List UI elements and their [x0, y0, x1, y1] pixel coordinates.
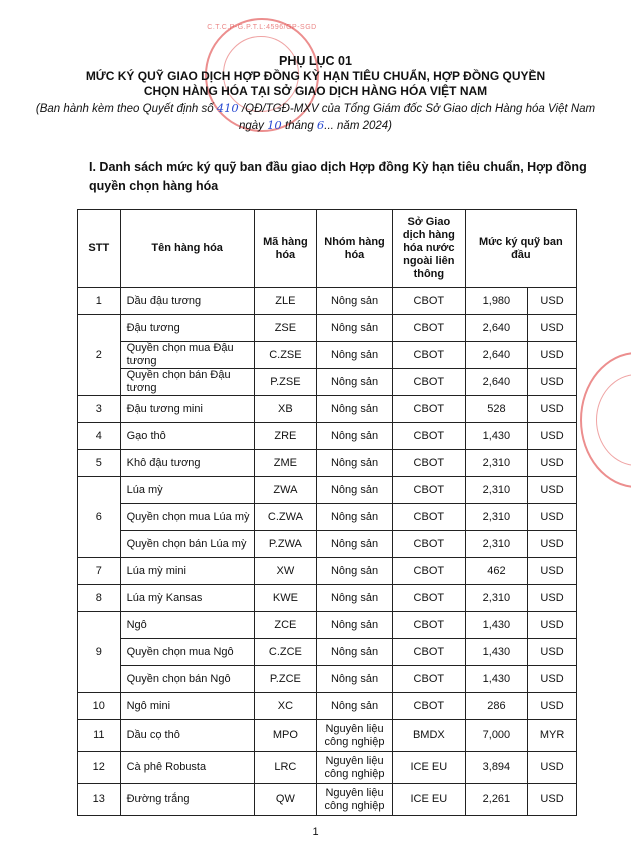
cell-exchange: CBOT — [392, 423, 465, 450]
cell-code: XB — [254, 396, 316, 423]
cell-currency: USD — [528, 396, 577, 423]
table-row — [78, 315, 577, 342]
cell-name: Dầu đậu tương — [120, 288, 254, 315]
cell-name: Quyền chọn mua Đậu tương — [120, 342, 254, 369]
table-row — [78, 612, 577, 639]
header-stt: STT — [78, 210, 121, 288]
table-row — [78, 369, 577, 396]
cell-group: Nông sản — [317, 315, 393, 342]
table-row — [78, 450, 577, 477]
header-exchange: Sở Giao dịch hàng hóa nước ngoài liên thông — [392, 210, 465, 288]
cell-group: Nông sản — [317, 342, 393, 369]
table-row — [78, 693, 577, 720]
cell-value: 2,640 — [465, 315, 527, 342]
cell-group: Nông sản — [317, 558, 393, 585]
cell-exchange: ICE EU — [392, 784, 465, 816]
cell-value: 2,261 — [465, 784, 527, 816]
cell-currency: USD — [528, 666, 577, 693]
cell-stt: 11 — [78, 720, 121, 752]
cell-code: ZSE — [254, 315, 316, 342]
cell-name: Đậu tương — [120, 315, 254, 342]
cell-currency: USD — [528, 784, 577, 816]
cell-code: ZWA — [254, 477, 316, 504]
cell-name: Quyền chọn bán Lúa mỳ — [120, 531, 254, 558]
cell-group: Nông sản — [317, 477, 393, 504]
header-code: Mã hàng hóa — [254, 210, 316, 288]
cell-currency: USD — [528, 693, 577, 720]
cell-stt: 3 — [78, 396, 121, 423]
cell-value: 1,430 — [465, 666, 527, 693]
cell-currency: USD — [528, 423, 577, 450]
cell-stt: 7 — [78, 558, 121, 585]
cell-code: P.ZSE — [254, 369, 316, 396]
cell-code: ZRE — [254, 423, 316, 450]
title-line-1: MỨC KÝ QUỸ GIAO DỊCH HỢP ĐỒNG KỲ HẠN TIÊU CHUẨN, HỢP ĐỒNG QUYỀN — [85, 69, 546, 83]
cell-group: Nguyên liệu công nghiệp — [317, 784, 393, 816]
header-margin: Mức ký quỹ ban đầu — [465, 210, 576, 288]
seal-inner-ring — [596, 374, 631, 466]
cell-value: 2,640 — [465, 369, 527, 396]
cell-name: Quyền chọn bán Ngô — [120, 666, 254, 693]
cell-value: 462 — [465, 558, 527, 585]
table-header-row — [78, 210, 577, 288]
cell-group: Nông sản — [317, 693, 393, 720]
document-header — [0, 54, 631, 133]
cell-code: C.ZSE — [254, 342, 316, 369]
table-row — [78, 558, 577, 585]
cell-code: KWE — [254, 585, 316, 612]
table-row — [78, 752, 577, 784]
cell-value: 1,430 — [465, 639, 527, 666]
cell-currency: USD — [528, 612, 577, 639]
cell-currency: USD — [528, 639, 577, 666]
cell-group: Nông sản — [317, 369, 393, 396]
issuance-date: ngày 10 tháng 6... năm 2024) — [238, 118, 393, 132]
table-body — [78, 288, 577, 816]
cell-value: 1,430 — [465, 423, 527, 450]
cell-value: 7,000 — [465, 720, 527, 752]
seal-ring-text: C.T.C.P-G.P.T.L:4596/GP-SGD — [207, 24, 317, 31]
cell-value: 1,430 — [465, 612, 527, 639]
cell-group: Nguyên liệu công nghiệp — [317, 720, 393, 752]
cell-code: XW — [254, 558, 316, 585]
cell-currency: USD — [528, 531, 577, 558]
cell-group: Nông sản — [317, 396, 393, 423]
cell-name: Quyền chọn mua Lúa mỳ — [120, 504, 254, 531]
cell-currency: USD — [528, 369, 577, 396]
cell-code: MPO — [254, 720, 316, 752]
cell-group: Nông sản — [317, 504, 393, 531]
cell-exchange: CBOT — [392, 477, 465, 504]
issuance-note: (Ban hành kèm theo Quyết định số 410 /QĐ/TGĐ-MXV của Tổng Giám đốc Sở Giao dịch Hàng hóa Việt Nam — [35, 101, 596, 115]
cell-currency: USD — [528, 558, 577, 585]
appendix-title: PHỤ LỤC 01 — [279, 54, 352, 68]
table-row — [78, 477, 577, 504]
table-row — [78, 720, 577, 752]
table-row — [78, 784, 577, 816]
section-title: I. Danh sách mức ký quỹ ban đầu giao dịch Hợp đồng Kỳ hạn tiêu chuẩn, Hợp đồng quyền chọn hàng hóa — [89, 160, 587, 193]
cell-code: XC — [254, 693, 316, 720]
cell-currency: USD — [528, 342, 577, 369]
cell-stt: 1 — [78, 288, 121, 315]
cell-name: Đậu tương mini — [120, 396, 254, 423]
cell-currency: USD — [528, 450, 577, 477]
table-row — [78, 288, 577, 315]
cell-stt: 10 — [78, 693, 121, 720]
table-row — [78, 585, 577, 612]
cell-group: Nông sản — [317, 666, 393, 693]
cell-code: P.ZCE — [254, 666, 316, 693]
cell-group: Nông sản — [317, 423, 393, 450]
cell-name: Lúa mỳ — [120, 477, 254, 504]
table-row — [78, 396, 577, 423]
cell-name: Lúa mỳ Kansas — [120, 585, 254, 612]
cell-stt: 6 — [78, 477, 121, 558]
cell-exchange: CBOT — [392, 342, 465, 369]
cell-value: 2,310 — [465, 477, 527, 504]
cell-exchange: CBOT — [392, 693, 465, 720]
cell-code: C.ZCE — [254, 639, 316, 666]
cell-name: Quyền chọn mua Ngô — [120, 639, 254, 666]
cell-code: QW — [254, 784, 316, 816]
cell-exchange: CBOT — [392, 288, 465, 315]
cell-stt: 2 — [78, 315, 121, 396]
cell-exchange: BMDX — [392, 720, 465, 752]
cell-group: Nông sản — [317, 612, 393, 639]
cell-value: 2,310 — [465, 585, 527, 612]
cell-name: Gạo thô — [120, 423, 254, 450]
header-name: Tên hàng hóa — [120, 210, 254, 288]
cell-value: 528 — [465, 396, 527, 423]
table-row — [78, 504, 577, 531]
cell-value: 2,310 — [465, 504, 527, 531]
cell-exchange: CBOT — [392, 504, 465, 531]
cell-name: Quyền chọn bán Đậu tương — [120, 369, 254, 396]
cell-currency: USD — [528, 477, 577, 504]
cell-exchange: CBOT — [392, 531, 465, 558]
cell-exchange: ICE EU — [392, 752, 465, 784]
cell-currency: USD — [528, 288, 577, 315]
cell-group: Nông sản — [317, 639, 393, 666]
cell-group: Nguyên liệu công nghiệp — [317, 752, 393, 784]
cell-exchange: CBOT — [392, 450, 465, 477]
cell-value: 3,894 — [465, 752, 527, 784]
cell-name: Ngô — [120, 612, 254, 639]
cell-value: 2,310 — [465, 450, 527, 477]
cell-group: Nông sản — [317, 585, 393, 612]
cell-exchange: CBOT — [392, 315, 465, 342]
decision-number: 410 — [216, 101, 239, 115]
table-row — [78, 531, 577, 558]
cell-name: Ngô mini — [120, 693, 254, 720]
cell-name: Khô đậu tương — [120, 450, 254, 477]
cell-code: ZCE — [254, 612, 316, 639]
cell-stt: 4 — [78, 423, 121, 450]
cell-stt: 13 — [78, 784, 121, 816]
date-day: 10 — [267, 118, 282, 132]
cell-group: Nông sản — [317, 531, 393, 558]
cell-stt: 5 — [78, 450, 121, 477]
header-group: Nhóm hàng hóa — [317, 210, 393, 288]
official-seal-right — [580, 352, 631, 488]
cell-code: ZLE — [254, 288, 316, 315]
cell-currency: MYR — [528, 720, 577, 752]
cell-exchange: CBOT — [392, 558, 465, 585]
cell-stt: 8 — [78, 585, 121, 612]
cell-code: ZME — [254, 450, 316, 477]
page-number: 1 — [312, 826, 319, 838]
table-row — [78, 639, 577, 666]
cell-value: 2,640 — [465, 342, 527, 369]
cell-exchange: CBOT — [392, 396, 465, 423]
cell-exchange: CBOT — [392, 666, 465, 693]
cell-currency: USD — [528, 315, 577, 342]
cell-name: Dầu cọ thô — [120, 720, 254, 752]
cell-code: P.ZWA — [254, 531, 316, 558]
cell-currency: USD — [528, 504, 577, 531]
title-line-2: CHỌN HÀNG HÓA TẠI SỞ GIAO DỊCH HÀNG HÓA VIỆT NAM — [143, 84, 488, 98]
table-row — [78, 423, 577, 450]
cell-code: C.ZWA — [254, 504, 316, 531]
cell-currency: USD — [528, 585, 577, 612]
cell-exchange: CBOT — [392, 612, 465, 639]
cell-value: 1,980 — [465, 288, 527, 315]
cell-exchange: CBOT — [392, 639, 465, 666]
cell-currency: USD — [528, 752, 577, 784]
cell-group: Nông sản — [317, 450, 393, 477]
cell-group: Nông sản — [317, 288, 393, 315]
cell-exchange: CBOT — [392, 585, 465, 612]
table-row — [78, 666, 577, 693]
cell-value: 286 — [465, 693, 527, 720]
cell-exchange: CBOT — [392, 369, 465, 396]
cell-stt: 9 — [78, 612, 121, 693]
date-month: 6 — [316, 118, 325, 132]
margin-table — [77, 209, 577, 816]
cell-value: 2,310 — [465, 531, 527, 558]
cell-name: Lúa mỳ mini — [120, 558, 254, 585]
cell-stt: 12 — [78, 752, 121, 784]
cell-name: Cà phê Robusta — [120, 752, 254, 784]
cell-code: LRC — [254, 752, 316, 784]
cell-name: Đường trắng — [120, 784, 254, 816]
table-row — [78, 342, 577, 369]
